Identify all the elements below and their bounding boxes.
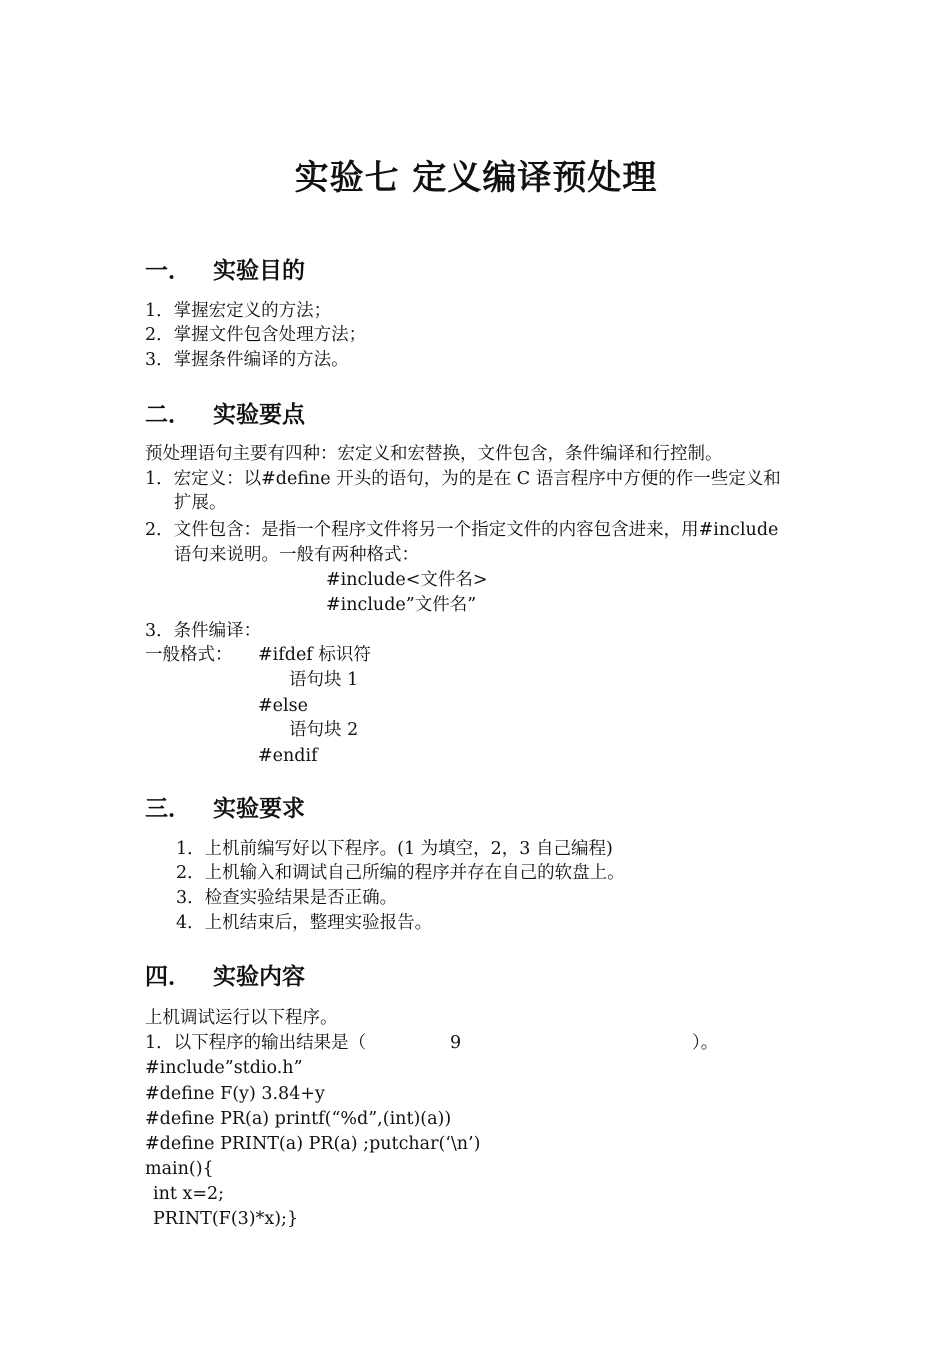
code-line: #else [258, 696, 308, 716]
section-title: 实验要点 [213, 402, 305, 428]
section-title: 实验目的 [213, 258, 305, 284]
paragraph: 扩展。 [174, 493, 227, 513]
section-heading-2 [145, 396, 305, 429]
section-heading-3 [145, 790, 305, 823]
question-prefix: 1．以下程序的输出结果是（ [145, 1033, 367, 1053]
section-heading-4 [145, 958, 305, 991]
paragraph-label: 一般格式： [145, 645, 233, 665]
list-item: 2．上机输入和调试自己所编的程序并存在自己的软盘上。 [176, 863, 625, 883]
section-title: 实验内容 [213, 964, 305, 990]
page-title: 实验七 定义编译预处理 [294, 158, 658, 198]
code-line: int x=2; [153, 1184, 225, 1204]
code-line: #endif [258, 746, 318, 766]
list-item: 2．掌握文件包含处理方法； [145, 325, 367, 345]
paragraph: 预处理语句主要有四种：宏定义和宏替换，文件包含，条件编译和行控制。 [145, 444, 723, 464]
paragraph: 语句来说明。一般有两种格式： [174, 545, 419, 565]
code-line: #define F(y) 3.84+y [145, 1084, 325, 1104]
code-line: 语句块 1 [289, 670, 359, 690]
question-answer: 9 [450, 1033, 462, 1053]
code-line: #define PR(a) printf(“%d”,(int)(a)) [145, 1109, 452, 1129]
section-number: 二． [145, 402, 191, 428]
paragraph: 上机调试运行以下程序。 [145, 1008, 338, 1028]
list-item: 4．上机结束后，整理实验报告。 [176, 913, 433, 933]
code-line: #include”文件名” [326, 595, 477, 615]
code-line: #ifdef 标识符 [258, 645, 371, 665]
code-line: 语句块 2 [289, 720, 359, 740]
code-line: #include”stdio.h” [145, 1058, 303, 1078]
paragraph: 2．文件包含：是指一个程序文件将另一个指定文件的内容包含进来，用#include [145, 520, 779, 540]
section-title: 实验要求 [213, 796, 305, 822]
code-line: main(){ [145, 1159, 214, 1179]
question-suffix: ）。 [692, 1033, 719, 1053]
list-item: 3．掌握条件编译的方法。 [145, 350, 349, 370]
list-item: 1．掌握宏定义的方法； [145, 301, 332, 321]
section-number: 三． [145, 796, 191, 822]
list-item: 3．检查实验结果是否正确。 [176, 888, 398, 908]
paragraph: 3．条件编译： [145, 621, 262, 641]
code-line: PRINT(F(3)*x);} [153, 1209, 299, 1229]
list-item: 1．上机前编写好以下程序。(1 为填空，2，3 自己编程) [176, 839, 613, 859]
code-line: #define PRINT(a) PR(a) ;putchar(‘\n’) [145, 1134, 481, 1154]
section-number: 四． [145, 964, 191, 990]
paragraph: 1．宏定义：以#define 开头的语句，为的是在 C 语言程序中方便的作一些定义和 [145, 469, 781, 489]
section-heading-1 [145, 252, 305, 285]
code-line: #include<文件名> [326, 570, 488, 590]
section-number: 一． [145, 258, 191, 284]
